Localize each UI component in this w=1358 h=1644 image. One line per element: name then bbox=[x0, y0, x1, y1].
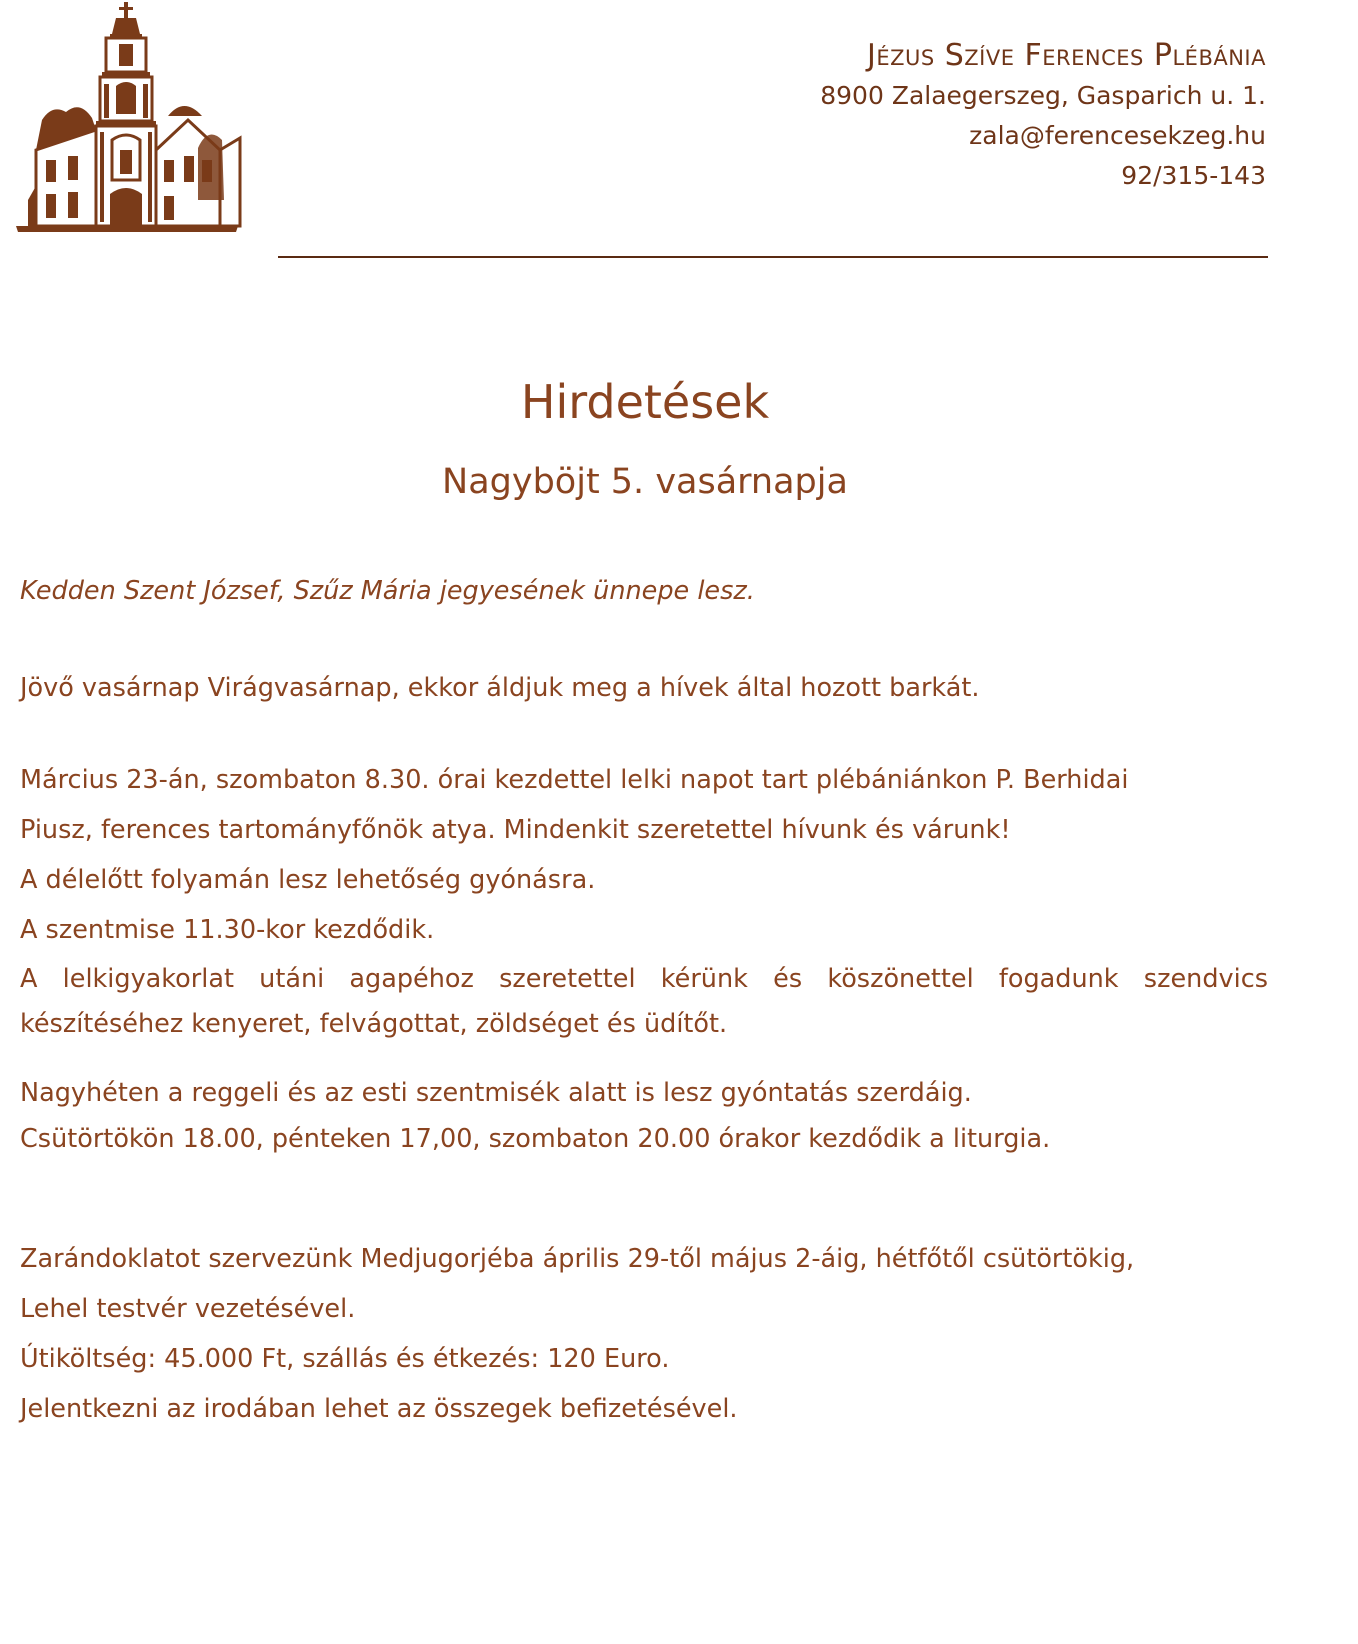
feast-text: Kedden Szent József, Szűz Mária jegyesének ünnepe lesz. bbox=[20, 576, 755, 606]
retreat-line-2: Piusz, ferences tartományfőnök atya. Mindenkit szeretettel hívunk és várunk! bbox=[20, 815, 1011, 845]
church-icon bbox=[12, 0, 242, 236]
parish-header bbox=[566, 36, 1266, 196]
retreat-line-3: A délelőtt folyamán lesz lehetőség gyónásra. bbox=[20, 865, 596, 895]
announcement-holy-week bbox=[20, 1070, 1268, 1162]
announcement-palm-sunday bbox=[20, 663, 1268, 713]
parish-phone: 92/315-143 bbox=[1121, 161, 1266, 190]
announcement-retreat bbox=[20, 757, 1268, 1047]
pilgrimage-line-4: Jelentkezni az irodában lehet az összegek befizetésével. bbox=[20, 1394, 738, 1424]
holy-week-line-1: Nagyhéten a reggeli és az esti szentmisék alatt is lesz gyóntatás szerdáig. bbox=[20, 1078, 972, 1108]
retreat-line-1: Március 23-án, szombaton 8.30. órai kezdettel lelki napot tart plébániánkon P. Berhidai bbox=[20, 765, 1129, 795]
announcement-pilgrimage bbox=[20, 1234, 1268, 1434]
page-subtitle: Nagyböjt 5. vasárnapja bbox=[442, 462, 848, 502]
parish-name: Jézus Szíve Ferences Plébánia bbox=[866, 38, 1266, 73]
retreat-line-5: A lelkigyakorlat utáni agapéhoz szeretettel kérünk és köszönettel fogadunk szendvics készítéséhez kenyeret, felvágottat, zöldséget és üdítőt. bbox=[20, 964, 1268, 1039]
pilgrimage-line-3: Útiköltség: 45.000 Ft, szállás és étkezés: 120 Euro. bbox=[20, 1344, 670, 1374]
palm-sunday-text: Jövő vasárnap Virágvasárnap, ekkor áldjuk meg a hívek által hozott barkát. bbox=[20, 673, 980, 703]
parish-email[interactable]: zala@ferencesekzeg.hu bbox=[969, 121, 1266, 150]
announcement-feast bbox=[20, 566, 1268, 616]
parish-address: 8900 Zalaegerszeg, Gasparich u. 1. bbox=[820, 81, 1266, 110]
pilgrimage-line-2: Lehel testvér vezetésével. bbox=[20, 1294, 356, 1324]
retreat-line-4: A szentmise 11.30-kor kezdődik. bbox=[20, 915, 435, 945]
page-title: Hirdetések bbox=[520, 375, 770, 429]
pilgrimage-line-1: Zarándoklatot szervezünk Medjugorjéba április 29-től május 2-áig, hétfőtől csütörtökig, bbox=[20, 1244, 1135, 1274]
header-divider bbox=[278, 256, 1268, 258]
holy-week-line-2: Csütörtökön 18.00, pénteken 17,00, szombaton 20.00 órakor kezdődik a liturgia. bbox=[20, 1124, 1051, 1154]
